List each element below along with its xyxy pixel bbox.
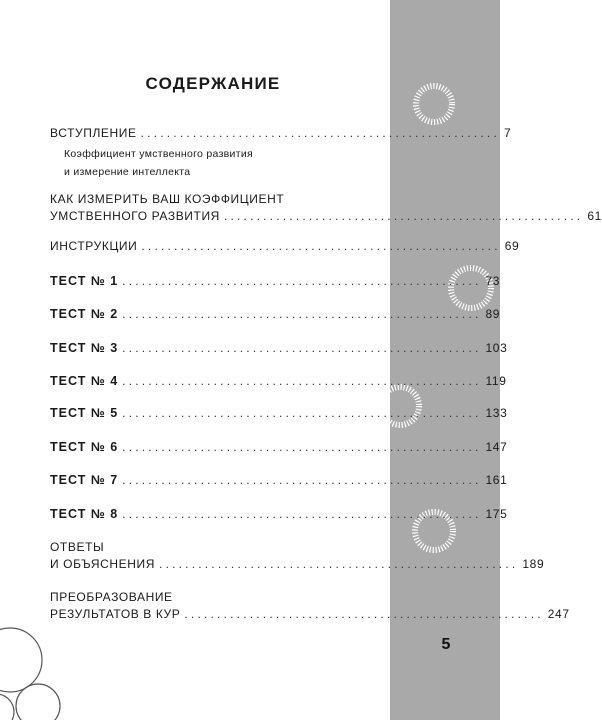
dot-leader: ....................................................... bbox=[122, 374, 482, 388]
toc-subentry: Коэффициент умственного развития bbox=[64, 148, 253, 160]
toc-entry-answers-line1: ОТВЕТЫ bbox=[50, 540, 105, 554]
toc-entry-test-4[interactable] bbox=[50, 374, 507, 388]
dot-leader: ....................................................... bbox=[122, 341, 482, 355]
dot-leader: ....................................................... bbox=[122, 507, 482, 521]
corner-ring-ornament bbox=[0, 610, 70, 720]
toc-entry-label: УМСТВЕННОГО РАЗВИТИЯ bbox=[50, 209, 220, 223]
toc-entry-conversion[interactable] bbox=[50, 607, 570, 621]
toc-entry-label: РЕЗУЛЬТАТОВ В КУР bbox=[50, 607, 181, 621]
dot-leader: ....................................................... bbox=[140, 126, 500, 140]
dot-leader: ....................................................... bbox=[122, 406, 482, 420]
toc-entry-page: 189 bbox=[522, 557, 545, 571]
toc-entry-label: ВСТУПЛЕНИЕ bbox=[50, 126, 137, 140]
toc-entry-page: 147 bbox=[485, 440, 508, 454]
toc-entry-test-3[interactable] bbox=[50, 341, 508, 355]
toc-entry-page: 103 bbox=[485, 341, 508, 355]
toc-entry-page: 61 bbox=[587, 209, 602, 223]
toc-subentry: и измерение интеллекта bbox=[64, 166, 191, 178]
dot-leader: ....................................................... bbox=[141, 239, 501, 253]
toc-entry-measure[interactable] bbox=[50, 209, 602, 223]
toc-entry-page: 161 bbox=[485, 473, 508, 487]
toc-entry-label: И ОБЪЯСНЕНИЯ bbox=[50, 557, 156, 571]
toc-entry-instructions[interactable] bbox=[50, 239, 520, 253]
toc-entry-page: 247 bbox=[547, 607, 570, 621]
toc-entry-label: ТЕСТ № 3 bbox=[50, 341, 119, 355]
page-title: СОДЕРЖАНИЕ bbox=[145, 74, 281, 93]
dot-leader: ....................................................... bbox=[122, 440, 482, 454]
page-number: 5 bbox=[441, 636, 451, 653]
toc-entry-answers[interactable] bbox=[50, 557, 545, 571]
dot-leader: ....................................................... bbox=[159, 557, 519, 571]
toc-entry-test-6[interactable] bbox=[50, 440, 508, 454]
dot-leader: ....................................................... bbox=[122, 473, 482, 487]
toc-entry-page: 69 bbox=[504, 239, 520, 253]
toc-entry-label: ТЕСТ № 8 bbox=[50, 507, 119, 521]
toc-entry-page: 119 bbox=[485, 374, 507, 388]
toc-entry-test-1[interactable] bbox=[50, 274, 501, 288]
toc-entry-label: ТЕСТ № 4 bbox=[50, 374, 119, 388]
toc-entry-label: ТЕСТ № 5 bbox=[50, 406, 119, 420]
toc-entry-intro[interactable] bbox=[50, 126, 512, 140]
toc-entry-conversion-line1: ПРЕОБРАЗОВАНИЕ bbox=[50, 590, 173, 604]
toc-entry-test-5[interactable] bbox=[50, 406, 508, 420]
toc-entry-label: ИНСТРУКЦИИ bbox=[50, 239, 138, 253]
toc-entry-page: 7 bbox=[504, 126, 512, 140]
toc-entry-test-2[interactable] bbox=[50, 307, 501, 321]
toc-entry-label: ТЕСТ № 2 bbox=[50, 307, 119, 321]
dot-leader: ....................................................... bbox=[122, 274, 482, 288]
toc-entry-measure-line1: КАК ИЗМЕРИТЬ ВАШ КОЭФФИЦИЕНТ bbox=[50, 192, 285, 206]
dot-leader: ....................................................... bbox=[223, 209, 584, 223]
toc-entry-page: 73 bbox=[485, 274, 501, 288]
toc-entry-label: ТЕСТ № 7 bbox=[50, 473, 119, 487]
toc-entry-label: ТЕСТ № 1 bbox=[50, 274, 119, 288]
ring-ornament-1 bbox=[410, 80, 458, 128]
toc-entry-page: 133 bbox=[485, 406, 508, 420]
toc-entry-page: 175 bbox=[485, 507, 508, 521]
toc-entry-test-7[interactable] bbox=[50, 473, 508, 487]
dot-leader: ....................................................... bbox=[122, 307, 482, 321]
dot-leader: ....................................................... bbox=[184, 607, 544, 621]
toc-entry-test-8[interactable] bbox=[50, 507, 508, 521]
toc-entry-label: ТЕСТ № 6 bbox=[50, 440, 119, 454]
toc-entry-page: 89 bbox=[485, 307, 501, 321]
